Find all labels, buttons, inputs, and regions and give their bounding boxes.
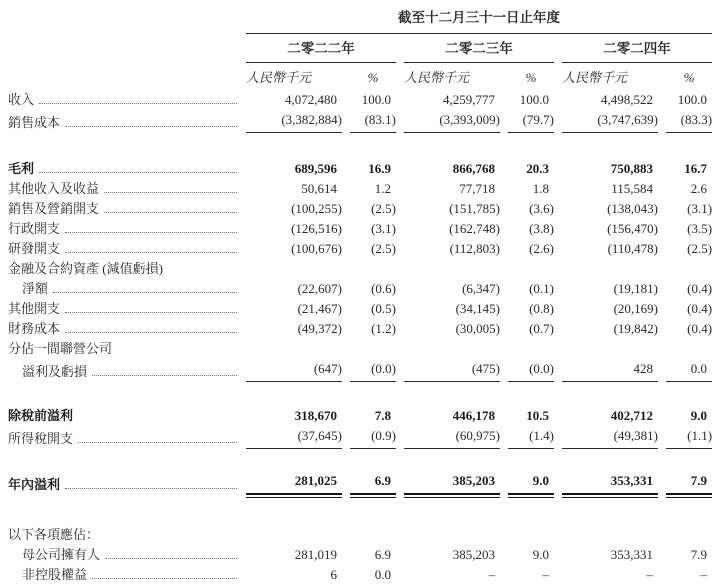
percent-cell: (3.8) [529,221,554,236]
percent-cell: (2.5) [371,201,396,216]
percent-cell: (79.7) [508,110,554,133]
table-row [8,219,712,239]
label-cell [8,159,238,179]
label-cell [8,319,238,339]
percent-cell: (1.1) [666,426,712,449]
percent-cell: (0.0) [350,359,396,382]
label-cell [8,406,238,426]
row-label: 行政開支 [8,221,61,236]
value-cell: 281,025 [246,471,342,495]
percent-cell: 2.6 [690,181,708,196]
row-label: 金融及合約資產 (減值虧損) [8,261,163,276]
table-body [8,90,712,585]
percent-cell: 6.9 [350,471,396,495]
table-row [8,406,712,426]
percent-cell: (0.9) [350,426,396,449]
value-cell: (19,181) [613,281,658,296]
label-cell [8,199,238,219]
percent-cell: (2.5) [687,241,713,256]
value-cell [562,339,658,359]
table-row [8,179,712,199]
row-label: 收入 [8,92,35,107]
spacer-row [8,495,712,525]
dotted-leader [104,212,237,213]
dotted-leader [65,332,237,333]
percent-cell: (1.4) [508,426,554,449]
year-header-2024: 二零二四年 [562,34,712,63]
value-cell [404,525,500,545]
value-cell: 402,712 [610,408,653,423]
row-label: 銷售成本 [8,115,61,130]
value-cell: 353,331 [562,471,658,495]
percent-cell: (0.4) [687,321,713,336]
value-cell: (3,393,009) [404,110,500,133]
percent-cell [350,339,396,359]
row-label: 所得稅開支 [8,431,74,446]
percent-cell: 100.0 [677,92,708,107]
year-header-2022: 二零二二年 [246,34,396,63]
row-label: 溢利及虧損 [22,364,88,379]
value-cell [246,339,342,359]
value-cell [562,525,658,545]
label-cell [8,110,238,133]
dotted-leader [53,292,237,293]
percent-cell: 6.9 [374,547,391,562]
value-cell: (37,645) [246,426,342,449]
spacer-cell [8,449,712,471]
value-cell: (34,145) [455,301,500,316]
percent-cell: 20.3 [526,161,549,176]
value-cell: 50,614 [301,181,337,196]
year-header-2023: 二零二三年 [404,34,554,63]
row-label: 以下各項應佔： [8,527,100,542]
value-cell: (6,347) [462,281,500,296]
percent-cell [350,525,396,545]
value-cell: (162,748) [449,221,500,236]
table-row [8,90,712,110]
value-cell [562,259,658,279]
label-cell [8,339,238,359]
row-label: 財務成本 [8,321,61,336]
table-row [8,319,712,339]
row-label: 其他開支 [8,301,61,316]
label-cell [8,545,238,565]
percent-cell [508,339,554,359]
value-cell: (3,747,639) [562,110,658,133]
table-row [8,565,712,585]
percent-cell: (3.1) [687,201,713,216]
percent-cell: 10.5 [526,408,549,423]
value-cell: 353,331 [610,547,653,562]
percent-cell: – [700,567,708,582]
value-cell [404,339,500,359]
table-row [8,199,712,219]
percent-header: % [525,70,537,85]
value-cell: 689,596 [294,161,337,176]
spacer-row [8,382,712,406]
value-cell: (22,607) [297,281,342,296]
value-cell: 385,203 [404,471,500,495]
table-row [8,545,712,565]
percent-cell: (0.8) [529,301,554,316]
percent-cell [666,525,712,545]
percent-cell: (3.6) [529,201,554,216]
unit-header: 人民幣千元 [562,70,628,85]
percent-cell: 1.8 [532,181,549,196]
value-cell: 6 [330,567,337,582]
value-cell: (100,676) [291,241,342,256]
percent-cell: (0.7) [529,321,554,336]
label-cell [8,426,238,449]
spacer-cell [8,495,712,525]
percent-cell: – [542,567,549,582]
table-row [8,471,712,495]
percent-cell [666,259,712,279]
row-label: 非控股權益 [22,567,88,582]
label-cell [8,299,238,319]
table-row [8,299,712,319]
value-cell: (49,372) [297,321,342,336]
table-row [8,110,712,133]
row-label: 除稅前溢利 [8,408,74,423]
percent-cell: (0.0) [508,359,554,382]
row-label: 毛利 [8,161,35,176]
percent-cell: 16.7 [684,161,708,176]
dotted-leader [39,103,237,104]
unit-header: 人民幣千元 [246,70,312,85]
value-cell: (112,803) [449,241,500,256]
percent-cell: 16.9 [368,161,391,176]
percent-cell: (3.1) [371,221,396,236]
percent-cell: 0.0 [666,359,712,382]
value-cell: 4,072,480 [285,92,337,107]
row-label: 銷售及營銷開支 [8,201,100,216]
value-cell [246,259,342,279]
label-cell [8,219,238,239]
percent-cell: 0.0 [374,567,391,582]
table-row [8,259,712,279]
row-label: 研發開支 [8,241,61,256]
title-row [8,2,712,34]
value-cell: (30,005) [455,321,500,336]
dotted-leader [92,578,237,579]
percent-cell: 7.9 [690,547,708,562]
value-cell: 4,259,777 [443,92,495,107]
label-cell [8,565,238,585]
value-cell: (3,382,884) [246,110,342,133]
dotted-leader [65,126,237,127]
financial-table [0,2,720,585]
table-row [8,426,712,449]
percent-cell: 9.0 [508,471,554,495]
label-cell [8,359,238,382]
row-label: 其他收入及收益 [8,181,100,196]
dotted-leader [104,192,237,193]
dotted-leader [65,252,237,253]
label-cell [8,239,238,259]
table-row [8,279,712,299]
year-header-row [8,34,712,63]
value-cell: 4,498,522 [601,92,653,107]
percent-cell: 9.0 [690,408,708,423]
row-label: 母公司擁有人 [22,547,101,562]
dotted-leader [65,488,237,489]
value-cell: – [488,567,495,582]
label-cell [8,279,238,299]
spacer-cell [8,382,712,406]
percent-cell: (83.3) [666,110,712,133]
percent-cell: 9.0 [532,547,549,562]
value-cell: 750,883 [610,161,653,176]
label-cell [8,90,238,110]
value-cell: (49,381) [562,426,658,449]
value-cell: (126,516) [291,221,342,236]
spacer-row [8,133,712,159]
percent-cell: 7.8 [374,408,391,423]
table-row [8,339,712,359]
percent-cell [508,525,554,545]
value-cell: (156,470) [607,221,658,236]
percent-cell: (2.5) [371,241,396,256]
percent-cell: 7.9 [666,471,712,495]
dotted-leader [65,312,237,313]
percent-cell: 100.0 [361,92,391,107]
value-cell: – [646,567,653,582]
percent-cell: (0.1) [529,281,554,296]
value-cell [404,259,500,279]
value-cell: (151,785) [449,201,500,216]
row-label: 分佔一間聯營公司 [8,341,113,356]
label-cell [8,525,238,545]
percent-header: % [683,70,695,85]
value-cell: (647) [246,359,342,382]
value-cell: (138,043) [607,201,658,216]
row-label: 年內溢利 [8,477,61,492]
unit-header-row [8,63,712,90]
value-cell: (20,169) [613,301,658,316]
dotted-leader [92,375,237,376]
label-cell [8,471,238,495]
percent-cell: (3.5) [687,221,713,236]
percent-cell [666,339,712,359]
percent-cell: (0.4) [687,301,713,316]
table-row [8,359,712,382]
value-cell: (21,467) [297,301,342,316]
corner-spacer [8,34,238,63]
dotted-leader [39,172,237,173]
value-cell: 281,019 [294,547,337,562]
dotted-leader [78,442,237,443]
percent-cell: (0.4) [687,281,713,296]
table-row [8,159,712,179]
percent-header: % [367,70,379,85]
value-cell: 866,768 [452,161,495,176]
value-cell: (100,255) [291,201,342,216]
corner-spacer [8,2,238,34]
spacer-cell [8,133,712,159]
spacer-row [8,449,712,471]
value-cell: 385,203 [452,547,495,562]
label-cell [8,179,238,199]
dotted-leader [105,558,237,559]
unit-header: 人民幣千元 [404,70,470,85]
value-cell: (110,478) [607,241,658,256]
table-row [8,239,712,259]
table-row [8,525,712,545]
value-cell: (19,842) [613,321,658,336]
percent-cell: (83.1) [350,110,396,133]
percent-cell: (0.5) [371,301,396,316]
corner-spacer [8,63,238,90]
percent-cell: (2.6) [529,241,554,256]
table-header [8,2,712,90]
label-cell [8,259,238,279]
percent-cell [350,259,396,279]
percent-cell: 1.2 [374,181,391,196]
value-cell: 318,670 [294,408,337,423]
table-title: 截至十二月三十一日止年度 [246,2,712,34]
value-cell: (475) [404,359,500,382]
percent-cell: (0.6) [371,281,396,296]
value-cell [246,525,342,545]
percent-cell [508,259,554,279]
value-cell: 77,718 [459,181,495,196]
value-cell: 446,178 [452,408,495,423]
value-cell: 115,584 [611,181,653,196]
dotted-leader [65,232,237,233]
value-cell: 428 [562,359,658,382]
value-cell: (60,975) [404,426,500,449]
row-label: 淨額 [22,281,49,296]
percent-cell: (1.2) [371,321,396,336]
percent-cell: 100.0 [519,92,549,107]
